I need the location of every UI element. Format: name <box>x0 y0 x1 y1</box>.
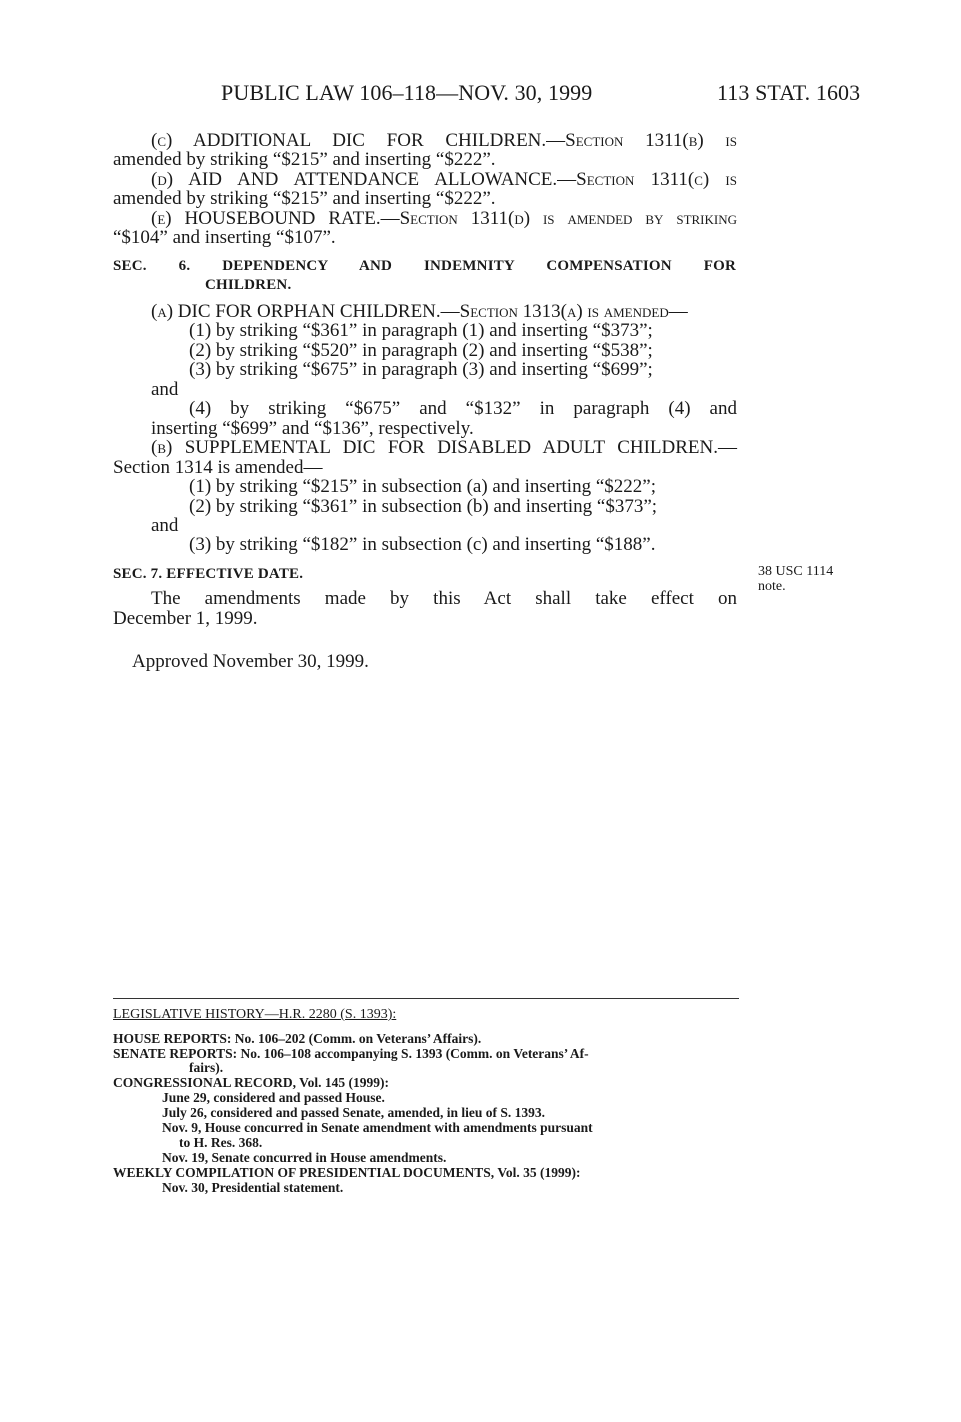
senate-reports-line2: fairs). <box>189 1060 224 1075</box>
weekly-compilation-item-1: Nov. 30, Presidential statement. <box>162 1180 344 1195</box>
running-header-title: PUBLIC LAW 106–118—NOV. 30, 1999 <box>221 80 593 105</box>
paragraph-b2: (2) by striking “$361” in subsection (b) and inserting “$373”; <box>189 496 658 517</box>
subsection-e-line2: “$104” and inserting “$107”. <box>113 227 336 248</box>
section-6-heading: SEC. 6. DEPENDENCY AND INDEMNITY COMPENSATION FOR <box>113 258 736 274</box>
margin-note-line1: 38 USC 1114 <box>758 564 834 579</box>
house-reports: HOUSE REPORTS: No. 106–202 (Comm. on Veterans’ Affairs). <box>113 1031 482 1046</box>
section-6-heading-cont: CHILDREN. <box>205 277 292 293</box>
subsection-d-line1: (d) AID AND ATTENDANCE ALLOWANCE.—Section 1311(c) is <box>151 169 737 190</box>
subsection-a-intro: (a) DIC FOR ORPHAN CHILDREN.—Section 1313(a) is amended— <box>151 301 688 322</box>
weekly-compilation: WEEKLY COMPILATION OF PRESIDENTIAL DOCUMENTS, Vol. 35 (1999): <box>113 1165 581 1180</box>
subsection-c-line2: amended by striking “$215” and inserting “$222”. <box>113 149 496 170</box>
running-header-stat: 113 STAT. 1603 <box>717 80 861 105</box>
congressional-record-item-3-cont: to H. Res. 368. <box>179 1135 263 1150</box>
paragraph-a4-line1: (4) by striking “$675” and “$132” in paragraph (4) and <box>189 398 737 419</box>
approval-statement: Approved November 30, 1999. <box>132 651 369 672</box>
congressional-record: CONGRESSIONAL RECORD, Vol. 145 (1999): <box>113 1075 390 1090</box>
footer-rule <box>113 998 739 999</box>
senate-reports-line1: SENATE REPORTS: No. 106–108 accompanying S. 1393 (Comm. on Veterans’ Af- <box>113 1046 589 1061</box>
margin-note-line2: note. <box>758 579 786 594</box>
paragraph-b3: (3) by striking “$182” in subsection (c) and inserting “$188”. <box>189 534 656 555</box>
congressional-record-item-2: July 26, considered and passed Senate, amended, in lieu of S. 1393. <box>162 1105 546 1120</box>
section-7-text-line2: December 1, 1999. <box>113 608 258 629</box>
paragraph-b1: (1) by striking “$215” in subsection (a) and inserting “$222”; <box>189 476 656 497</box>
section-7-heading: SEC. 7. EFFECTIVE DATE. <box>113 566 304 582</box>
subsection-b-line1: (b) SUPPLEMENTAL DIC FOR DISABLED ADULT CHILDREN.— <box>151 437 737 458</box>
paragraph-a1: (1) by striking “$361” in paragraph (1) and inserting “$373”; <box>189 320 653 341</box>
congressional-record-item-1: June 29, considered and passed House. <box>162 1090 385 1105</box>
conjunction-and-2: and <box>151 515 179 536</box>
subsection-b-line2: Section 1314 is amended— <box>113 457 323 478</box>
congressional-record-item-4: Nov. 19, Senate concurred in House amendments. <box>162 1150 447 1165</box>
subsection-d-line2: amended by striking “$215” and inserting “$222”. <box>113 188 496 209</box>
congressional-record-item-3: Nov. 9, House concurred in Senate amendment with amendments pursuant <box>162 1120 593 1135</box>
subsection-e-line1: (e) HOUSEBOUND RATE.—Section 1311(d) is amended by striking <box>151 208 737 229</box>
paragraph-a3: (3) by striking “$675” in paragraph (3) and inserting “$699”; <box>189 359 653 380</box>
conjunction-and-1: and <box>151 379 179 400</box>
paragraph-a2: (2) by striking “$520” in paragraph (2) and inserting “$538”; <box>189 340 653 361</box>
legislative-history-title: LEGISLATIVE HISTORY—H.R. 2280 (S. 1393): <box>113 1007 397 1022</box>
subsection-c-line1: (c) ADDITIONAL DIC FOR CHILDREN.—Section 1311(b) is <box>151 130 737 151</box>
paragraph-a4-line2: inserting “$699” and “$136”, respectively. <box>151 418 474 439</box>
section-7-text-line1: The amendments made by this Act shall take effect on <box>151 588 737 609</box>
